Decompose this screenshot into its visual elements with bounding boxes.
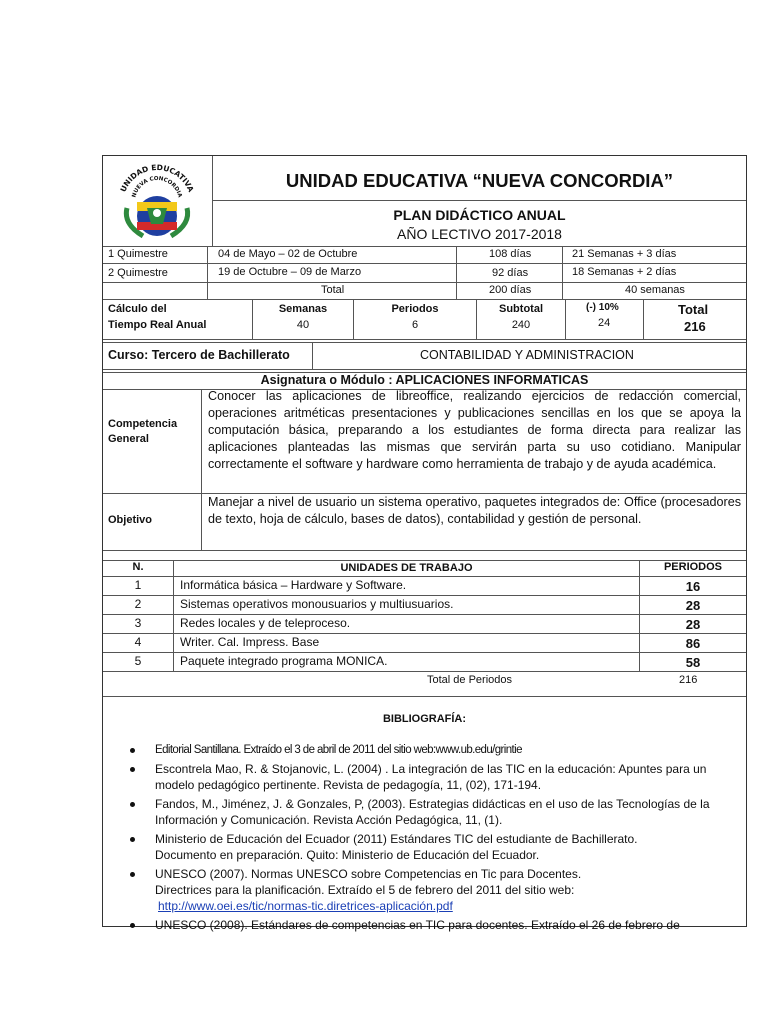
bib-link[interactable]: http://www.oei.es/tic/normas-tic.diretrices-aplicación.pdf xyxy=(158,899,453,913)
logo-text-inner: NUEVA CONCORDIA xyxy=(131,175,183,199)
bibliography-section xyxy=(103,696,746,932)
list-item xyxy=(103,796,746,828)
total-label: Total xyxy=(321,284,345,296)
bib-line: Fandos, M., Jiménez, J. & Gonzales, P, (2003). Estrategias didácticas en el uso de las Tecnologías de la xyxy=(155,797,710,811)
calc-label-1: Cálculo del xyxy=(108,303,167,315)
objetivo-text: Manejar a nivel de usuario un sistema operativo, paquetes integrados de: Office (procesadores de texto, hoja de cálculo, bases de datos), contabilidad y gestión de personal. xyxy=(208,495,741,526)
logo-text-top: UNIDAD EDUCATIVA xyxy=(118,162,196,194)
table-row xyxy=(103,614,746,634)
bib-line: Directrices para la planificación. Extraído el 5 de febrero del 2011 del sitio web: xyxy=(155,883,575,897)
unit-name: Redes locales y de teleproceso. xyxy=(180,616,351,630)
bibliography-list xyxy=(103,742,746,933)
bullet-icon xyxy=(130,923,135,928)
svg-text:NUEVA CONCORDIA xyxy=(131,176,182,199)
total-periods-value: 216 xyxy=(679,674,698,686)
table-row xyxy=(103,633,746,653)
course-row xyxy=(103,342,746,370)
subtotal-value: 240 xyxy=(511,319,531,331)
unit-number: 5 xyxy=(134,654,142,668)
table-row xyxy=(103,652,746,672)
period-name: 1 Quimestre xyxy=(108,248,168,260)
unit-number: 1 xyxy=(134,578,142,592)
bib-line: UNESCO (2007). Normas UNESCO sobre Competencias en Tic para Docentes. xyxy=(155,867,582,881)
competencia-label-2: General xyxy=(108,433,149,445)
table-row xyxy=(103,576,746,596)
course-area: CONTABILIDAD Y ADMINISTRACION xyxy=(420,348,634,362)
plan-document xyxy=(102,155,747,932)
unit-name: Writer. Cal. Impress. Base xyxy=(180,635,320,649)
period-range: 04 de Mayo – 02 de Octubre xyxy=(218,248,358,260)
total-periods-row xyxy=(103,671,746,697)
units-header-row xyxy=(103,560,746,577)
bibliography-title: BIBLIOGRAFÍA: xyxy=(382,713,467,725)
periods-header: Periodos xyxy=(391,303,439,315)
bullet-icon xyxy=(130,802,135,807)
list-item xyxy=(103,761,746,793)
unit-periods: 28 xyxy=(685,617,701,632)
objetivo-row xyxy=(103,493,746,551)
total-days: 200 días xyxy=(489,284,532,296)
period-days: 92 días xyxy=(492,267,529,279)
period-weeks: 18 Semanas + 2 días xyxy=(572,266,677,278)
unit-name: Sistemas operativos monousuarios y multiusuarios. xyxy=(180,597,454,611)
units-header-periods: PERIODOS xyxy=(663,561,723,573)
bullet-icon xyxy=(130,872,135,877)
unit-periods: 16 xyxy=(685,579,701,594)
unit-periods: 28 xyxy=(685,598,701,613)
subject-title: Asignatura o Módulo : APLICACIONES INFORMATICAS xyxy=(260,373,589,387)
bib-line: UNESCO (2008). Estándares de competencias en TIC para docentes. Extraído el 26 de febrero de xyxy=(155,918,680,932)
competencia-label-1: Competencia xyxy=(108,418,178,430)
bullet-icon xyxy=(130,837,135,842)
bullet-icon xyxy=(130,748,135,753)
bib-line: modelo pedagógico pertinente. Revista de pedagogía, 11, (02), 171-194. xyxy=(155,778,542,792)
school-title: UNIDAD EDUCATIVA “NUEVA CONCORDIA” xyxy=(285,170,674,191)
bib-line: Información y Comunicación. Revista Acción Pedagógica, 11, (1). xyxy=(155,813,503,827)
unit-name: Informática básica – Hardware y Software. xyxy=(180,578,407,592)
school-logo-icon xyxy=(109,158,205,244)
course-label: Curso: Tercero de Bachillerato xyxy=(108,348,290,362)
competencia-text: Conocer las aplicaciones de libreoffice, realizando ejercicios de redacción comercial, operaciones aritméticas presentaciones y publicaciones sencillas en los que se apoya la computación básica, preparando a los estudiantes de forma directa para realizar las aplicaciones planteadas las mismas que servirán parta su uso cotidiano. Manipular correctamente el software y hardware como herramienta de trabajo y de ayuda académica. xyxy=(208,389,741,471)
total-header: Total xyxy=(678,302,709,317)
calc-label-2: Tiempo Real Anual xyxy=(108,319,207,331)
list-item xyxy=(103,917,746,933)
plan-title: PLAN DIDÁCTICO ANUAL xyxy=(393,207,566,223)
bib-line: Editorial Santillana. Extraído el 3 de abril de 2011 del sitio web:www.ub.edu/grintie xyxy=(155,744,522,756)
period-range: 19 de Octubre – 09 de Marzo xyxy=(218,266,362,278)
logo-cell xyxy=(103,156,213,246)
units-header-n: N. xyxy=(132,561,144,573)
period-days: 108 días xyxy=(489,248,532,260)
unit-number: 3 xyxy=(134,616,142,630)
period-weeks: 21 Semanas + 3 días xyxy=(572,248,677,260)
table-row xyxy=(103,595,746,615)
total-value: 216 xyxy=(684,319,706,334)
competencia-row xyxy=(103,389,746,494)
objetivo-label: Objetivo xyxy=(108,514,153,526)
list-item xyxy=(103,866,746,914)
school-year: AÑO LECTIVO 2017-2018 xyxy=(397,226,562,242)
units-header-name: UNIDADES DE TRABAJO xyxy=(340,562,473,574)
unit-number: 4 xyxy=(134,635,142,649)
unit-periods: 86 xyxy=(685,636,701,651)
total-days-row xyxy=(103,282,746,300)
bib-line: Escontrela Mao, R. & Stojanovic, L. (2004) . La integración de las TIC en la educación: Apuntes para un xyxy=(155,762,707,776)
header-row xyxy=(103,156,746,247)
subtotal-header: Subtotal xyxy=(499,303,543,315)
bib-line: Ministerio de Educación del Ecuador (2011) Estándares TIC del estudiante de Bachillerato. xyxy=(155,832,638,846)
unit-name: Paquete integrado programa MONICA. xyxy=(180,654,388,668)
percent-header: (-) 10% xyxy=(586,302,619,313)
weeks-value: 40 xyxy=(296,319,310,331)
unit-periods: 58 xyxy=(685,655,701,670)
periods-value: 6 xyxy=(411,319,419,331)
calc-row xyxy=(103,299,746,340)
unit-number: 2 xyxy=(134,597,142,611)
weeks-header: Semanas xyxy=(278,303,328,315)
list-item xyxy=(103,742,746,758)
period-row-2 xyxy=(103,263,746,283)
period-row-1 xyxy=(103,246,746,264)
total-periods-label: Total de Periodos xyxy=(427,674,512,686)
bullet-icon xyxy=(130,767,135,772)
total-weeks: 40 semanas xyxy=(625,284,685,296)
list-item xyxy=(103,831,746,863)
bib-line: Documento en preparación. Quito: Ministerio de Educación del Ecuador. xyxy=(155,848,540,862)
period-name: 2 Quimestre xyxy=(108,267,168,279)
percent-value: 24 xyxy=(598,317,611,329)
